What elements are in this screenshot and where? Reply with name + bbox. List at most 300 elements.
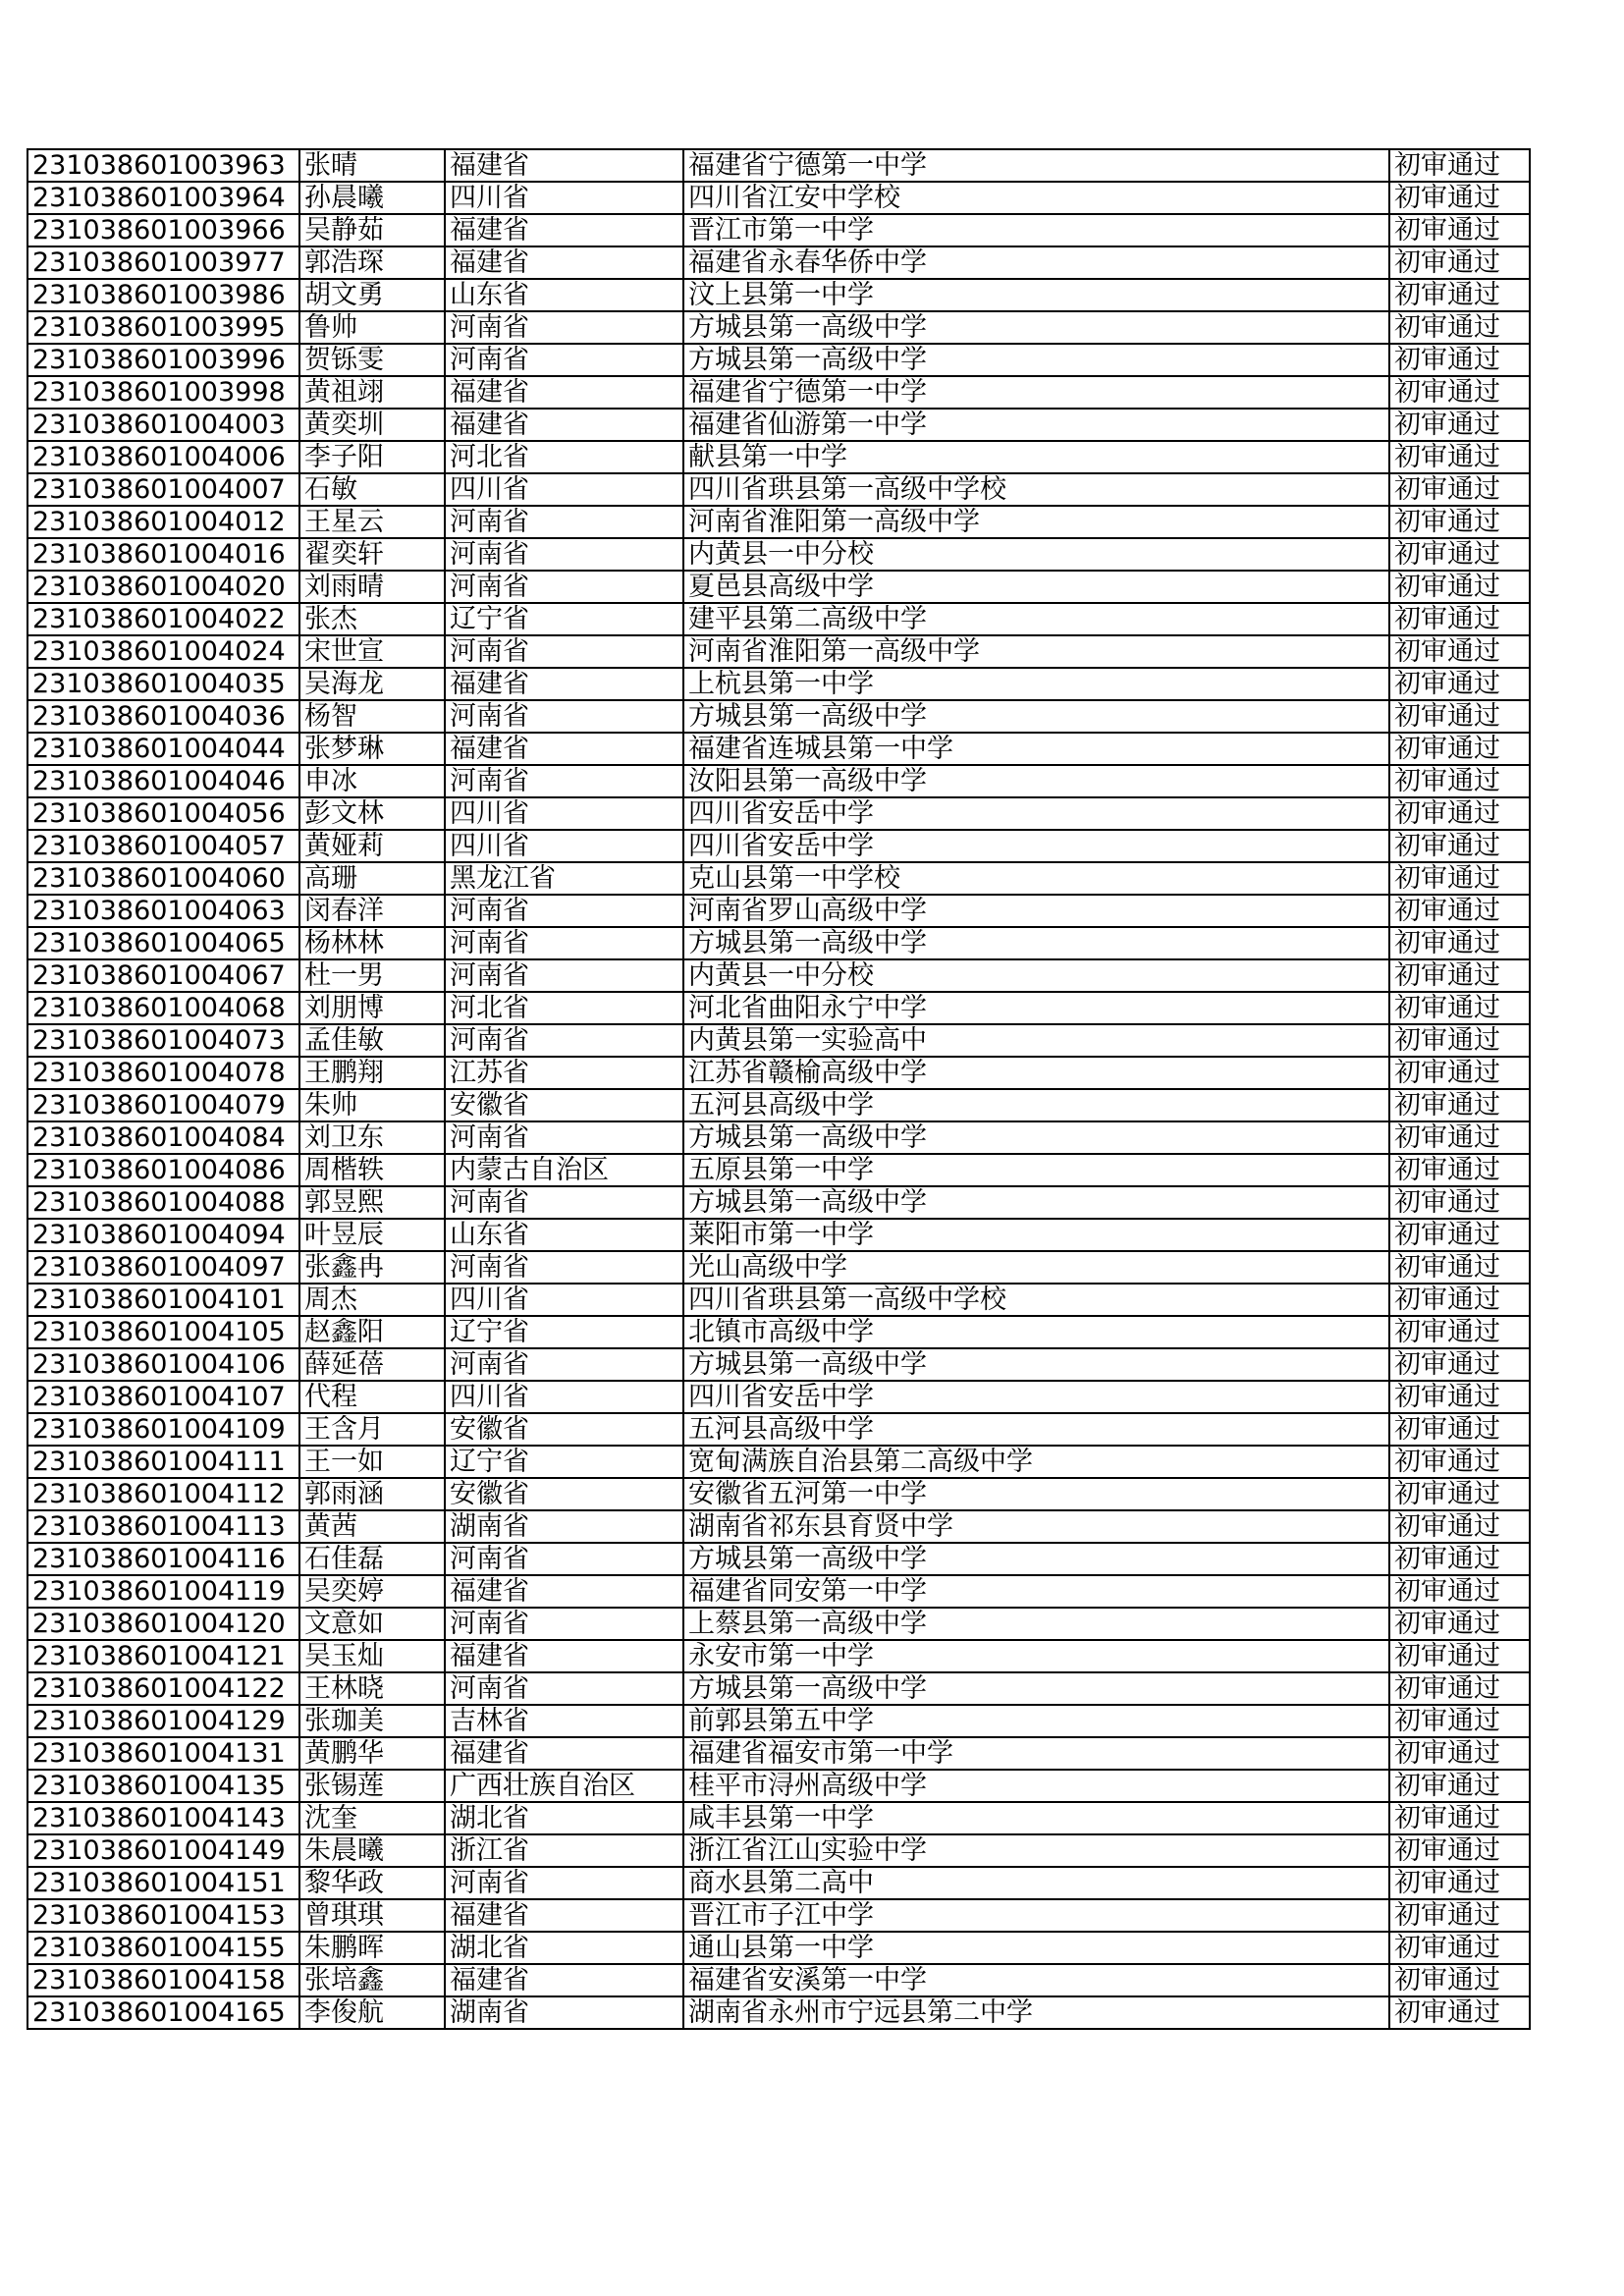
name-cell: 胡文勇 xyxy=(299,279,445,311)
table-row xyxy=(27,311,1530,344)
school-cell: 内黄县一中分校 xyxy=(683,959,1389,992)
status-cell: 初审通过 xyxy=(1389,182,1530,214)
school-cell: 四川省珙县第一高级中学校 xyxy=(683,1284,1389,1316)
status-cell: 初审通过 xyxy=(1389,506,1530,538)
registration-id-cell: 231038601004101 xyxy=(27,1284,299,1316)
registration-id-cell: 231038601003995 xyxy=(27,311,299,344)
registration-id-cell: 231038601004109 xyxy=(27,1413,299,1446)
registration-id-cell: 231038601004078 xyxy=(27,1057,299,1089)
table-row xyxy=(27,895,1530,927)
status-cell: 初审通过 xyxy=(1389,1510,1530,1543)
registration-id-cell: 231038601004067 xyxy=(27,959,299,992)
province-cell: 河南省 xyxy=(445,1672,683,1705)
table-row xyxy=(27,1996,1530,2029)
school-cell: 福建省同安第一中学 xyxy=(683,1575,1389,1608)
school-cell: 四川省江安中学校 xyxy=(683,182,1389,214)
name-cell: 黄娅莉 xyxy=(299,830,445,862)
name-cell: 黎华政 xyxy=(299,1867,445,1899)
school-cell: 夏邑县高级中学 xyxy=(683,571,1389,603)
registration-id-cell: 231038601004020 xyxy=(27,571,299,603)
status-cell: 初审通过 xyxy=(1389,797,1530,830)
name-cell: 张杰 xyxy=(299,603,445,635)
registration-id-cell: 231038601004119 xyxy=(27,1575,299,1608)
school-cell: 方城县第一高级中学 xyxy=(683,1121,1389,1154)
status-cell: 初审通过 xyxy=(1389,1608,1530,1640)
school-cell: 光山高级中学 xyxy=(683,1251,1389,1284)
school-cell: 江苏省赣榆高级中学 xyxy=(683,1057,1389,1089)
status-cell: 初审通过 xyxy=(1389,668,1530,700)
province-cell: 河南省 xyxy=(445,765,683,797)
school-cell: 方城县第一高级中学 xyxy=(683,1543,1389,1575)
table-row xyxy=(27,1640,1530,1672)
school-cell: 五河县高级中学 xyxy=(683,1089,1389,1121)
registration-id-cell: 231038601004022 xyxy=(27,603,299,635)
province-cell: 福建省 xyxy=(445,1737,683,1770)
name-cell: 吴玉灿 xyxy=(299,1640,445,1672)
status-cell: 初审通过 xyxy=(1389,1802,1530,1834)
name-cell: 薛延蓓 xyxy=(299,1348,445,1381)
status-cell: 初审通过 xyxy=(1389,959,1530,992)
status-cell: 初审通过 xyxy=(1389,635,1530,668)
province-cell: 河北省 xyxy=(445,441,683,473)
status-cell: 初审通过 xyxy=(1389,895,1530,927)
status-cell: 初审通过 xyxy=(1389,1575,1530,1608)
registration-id-cell: 231038601004113 xyxy=(27,1510,299,1543)
table-row xyxy=(27,1186,1530,1219)
province-cell: 福建省 xyxy=(445,1899,683,1932)
school-cell: 四川省珙县第一高级中学校 xyxy=(683,473,1389,506)
registration-id-cell: 231038601004006 xyxy=(27,441,299,473)
table-row xyxy=(27,571,1530,603)
table-row xyxy=(27,830,1530,862)
province-cell: 福建省 xyxy=(445,149,683,182)
name-cell: 黄祖翊 xyxy=(299,376,445,409)
school-cell: 方城县第一高级中学 xyxy=(683,1672,1389,1705)
school-cell: 河南省淮阳第一高级中学 xyxy=(683,506,1389,538)
province-cell: 安徽省 xyxy=(445,1478,683,1510)
table-row xyxy=(27,1737,1530,1770)
status-cell: 初审通过 xyxy=(1389,1186,1530,1219)
school-cell: 莱阳市第一中学 xyxy=(683,1219,1389,1251)
name-cell: 张培鑫 xyxy=(299,1964,445,1996)
table-row xyxy=(27,246,1530,279)
name-cell: 黄奕圳 xyxy=(299,409,445,441)
table-row xyxy=(27,1121,1530,1154)
table-row xyxy=(27,1348,1530,1381)
name-cell: 张晴 xyxy=(299,149,445,182)
status-cell: 初审通过 xyxy=(1389,1024,1530,1057)
name-cell: 朱鹏晖 xyxy=(299,1932,445,1964)
school-cell: 四川省安岳中学 xyxy=(683,830,1389,862)
table-row xyxy=(27,1057,1530,1089)
registration-id-cell: 231038601004094 xyxy=(27,1219,299,1251)
name-cell: 黄鹏华 xyxy=(299,1737,445,1770)
status-cell: 初审通过 xyxy=(1389,1154,1530,1186)
school-cell: 内黄县第一实验高中 xyxy=(683,1024,1389,1057)
table-row xyxy=(27,1672,1530,1705)
province-cell: 河南省 xyxy=(445,700,683,733)
school-cell: 五河县高级中学 xyxy=(683,1413,1389,1446)
name-cell: 王一如 xyxy=(299,1446,445,1478)
name-cell: 赵鑫阳 xyxy=(299,1316,445,1348)
school-cell: 咸丰县第一中学 xyxy=(683,1802,1389,1834)
school-cell: 河北省曲阳永宁中学 xyxy=(683,992,1389,1024)
province-cell: 福建省 xyxy=(445,1640,683,1672)
province-cell: 河南省 xyxy=(445,635,683,668)
table-row xyxy=(27,862,1530,895)
province-cell: 福建省 xyxy=(445,733,683,765)
province-cell: 黑龙江省 xyxy=(445,862,683,895)
province-cell: 福建省 xyxy=(445,376,683,409)
name-cell: 鲁帅 xyxy=(299,311,445,344)
province-cell: 湖北省 xyxy=(445,1802,683,1834)
candidate-table-body xyxy=(27,149,1530,2029)
table-row xyxy=(27,1543,1530,1575)
registration-id-cell: 231038601003986 xyxy=(27,279,299,311)
table-row xyxy=(27,1932,1530,1964)
table-row xyxy=(27,1575,1530,1608)
school-cell: 四川省安岳中学 xyxy=(683,1381,1389,1413)
name-cell: 周楷轶 xyxy=(299,1154,445,1186)
school-cell: 福建省福安市第一中学 xyxy=(683,1737,1389,1770)
school-cell: 克山县第一中学校 xyxy=(683,862,1389,895)
province-cell: 辽宁省 xyxy=(445,603,683,635)
province-cell: 广西壮族自治区 xyxy=(445,1770,683,1802)
table-row xyxy=(27,182,1530,214)
school-cell: 五原县第一中学 xyxy=(683,1154,1389,1186)
status-cell: 初审通过 xyxy=(1389,1381,1530,1413)
name-cell: 朱晨曦 xyxy=(299,1834,445,1867)
name-cell: 叶昱辰 xyxy=(299,1219,445,1251)
province-cell: 辽宁省 xyxy=(445,1316,683,1348)
status-cell: 初审通过 xyxy=(1389,1413,1530,1446)
province-cell: 河南省 xyxy=(445,959,683,992)
school-cell: 浙江省江山实验中学 xyxy=(683,1834,1389,1867)
registration-id-cell: 231038601004056 xyxy=(27,797,299,830)
name-cell: 张锡莲 xyxy=(299,1770,445,1802)
status-cell: 初审通过 xyxy=(1389,1640,1530,1672)
school-cell: 内黄县一中分校 xyxy=(683,538,1389,571)
province-cell: 河南省 xyxy=(445,311,683,344)
registration-id-cell: 231038601004060 xyxy=(27,862,299,895)
status-cell: 初审通过 xyxy=(1389,1932,1530,1964)
province-cell: 河南省 xyxy=(445,1867,683,1899)
status-cell: 初审通过 xyxy=(1389,1251,1530,1284)
table-row xyxy=(27,635,1530,668)
name-cell: 吴海龙 xyxy=(299,668,445,700)
province-cell: 湖南省 xyxy=(445,1510,683,1543)
province-cell: 四川省 xyxy=(445,797,683,830)
registration-id-cell: 231038601003963 xyxy=(27,149,299,182)
registration-id-cell: 231038601004079 xyxy=(27,1089,299,1121)
registration-id-cell: 231038601004016 xyxy=(27,538,299,571)
registration-id-cell: 231038601004088 xyxy=(27,1186,299,1219)
school-cell: 方城县第一高级中学 xyxy=(683,1186,1389,1219)
name-cell: 刘朋博 xyxy=(299,992,445,1024)
registration-id-cell: 231038601004046 xyxy=(27,765,299,797)
table-row xyxy=(27,1381,1530,1413)
registration-id-cell: 231038601004105 xyxy=(27,1316,299,1348)
status-cell: 初审通过 xyxy=(1389,1770,1530,1802)
candidate-table xyxy=(27,148,1531,2030)
province-cell: 河南省 xyxy=(445,1348,683,1381)
school-cell: 福建省宁德第一中学 xyxy=(683,376,1389,409)
status-cell: 初审通过 xyxy=(1389,441,1530,473)
school-cell: 四川省安岳中学 xyxy=(683,797,1389,830)
status-cell: 初审通过 xyxy=(1389,409,1530,441)
province-cell: 江苏省 xyxy=(445,1057,683,1089)
registration-id-cell: 231038601004165 xyxy=(27,1996,299,2029)
province-cell: 安徽省 xyxy=(445,1413,683,1446)
province-cell: 福建省 xyxy=(445,668,683,700)
status-cell: 初审通过 xyxy=(1389,246,1530,279)
registration-id-cell: 231038601004112 xyxy=(27,1478,299,1510)
table-row xyxy=(27,149,1530,182)
registration-id-cell: 231038601004155 xyxy=(27,1932,299,1964)
status-cell: 初审通过 xyxy=(1389,214,1530,246)
school-cell: 福建省仙游第一中学 xyxy=(683,409,1389,441)
table-row xyxy=(27,1154,1530,1186)
province-cell: 河南省 xyxy=(445,506,683,538)
table-row xyxy=(27,1446,1530,1478)
province-cell: 山东省 xyxy=(445,279,683,311)
name-cell: 李子阳 xyxy=(299,441,445,473)
province-cell: 河南省 xyxy=(445,571,683,603)
table-row xyxy=(27,700,1530,733)
registration-id-cell: 231038601004086 xyxy=(27,1154,299,1186)
province-cell: 河南省 xyxy=(445,1186,683,1219)
status-cell: 初审通过 xyxy=(1389,1446,1530,1478)
status-cell: 初审通过 xyxy=(1389,473,1530,506)
table-row xyxy=(27,1899,1530,1932)
province-cell: 福建省 xyxy=(445,409,683,441)
table-row xyxy=(27,1219,1530,1251)
status-cell: 初审通过 xyxy=(1389,1348,1530,1381)
name-cell: 代程 xyxy=(299,1381,445,1413)
school-cell: 方城县第一高级中学 xyxy=(683,927,1389,959)
province-cell: 河南省 xyxy=(445,927,683,959)
status-cell: 初审通过 xyxy=(1389,1737,1530,1770)
name-cell: 孙晨曦 xyxy=(299,182,445,214)
status-cell: 初审通过 xyxy=(1389,149,1530,182)
status-cell: 初审通过 xyxy=(1389,1543,1530,1575)
registration-id-cell: 231038601004024 xyxy=(27,635,299,668)
school-cell: 方城县第一高级中学 xyxy=(683,311,1389,344)
name-cell: 王含月 xyxy=(299,1413,445,1446)
registration-id-cell: 231038601004035 xyxy=(27,668,299,700)
name-cell: 石佳磊 xyxy=(299,1543,445,1575)
name-cell: 沈奎 xyxy=(299,1802,445,1834)
registration-id-cell: 231038601004143 xyxy=(27,1802,299,1834)
name-cell: 闵春洋 xyxy=(299,895,445,927)
registration-id-cell: 231038601004044 xyxy=(27,733,299,765)
school-cell: 方城县第一高级中学 xyxy=(683,1348,1389,1381)
registration-id-cell: 231038601004122 xyxy=(27,1672,299,1705)
registration-id-cell: 231038601003996 xyxy=(27,344,299,376)
table-row xyxy=(27,409,1530,441)
province-cell: 河南省 xyxy=(445,344,683,376)
status-cell: 初审通过 xyxy=(1389,1057,1530,1089)
name-cell: 郭浩琛 xyxy=(299,246,445,279)
name-cell: 王林晓 xyxy=(299,1672,445,1705)
name-cell: 高珊 xyxy=(299,862,445,895)
registration-id-cell: 231038601004116 xyxy=(27,1543,299,1575)
name-cell: 朱帅 xyxy=(299,1089,445,1121)
registration-id-cell: 231038601004007 xyxy=(27,473,299,506)
table-row xyxy=(27,473,1530,506)
school-cell: 湖南省永州市宁远县第二中学 xyxy=(683,1996,1389,2029)
province-cell: 福建省 xyxy=(445,1964,683,1996)
status-cell: 初审通过 xyxy=(1389,344,1530,376)
registration-id-cell: 231038601004097 xyxy=(27,1251,299,1284)
name-cell: 翟奕轩 xyxy=(299,538,445,571)
school-cell: 福建省宁德第一中学 xyxy=(683,149,1389,182)
status-cell: 初审通过 xyxy=(1389,765,1530,797)
school-cell: 河南省罗山高级中学 xyxy=(683,895,1389,927)
table-row xyxy=(27,603,1530,635)
status-cell: 初审通过 xyxy=(1389,1219,1530,1251)
status-cell: 初审通过 xyxy=(1389,733,1530,765)
registration-id-cell: 231038601004036 xyxy=(27,700,299,733)
school-cell: 方城县第一高级中学 xyxy=(683,700,1389,733)
registration-id-cell: 231038601003964 xyxy=(27,182,299,214)
school-cell: 晋江市子江中学 xyxy=(683,1899,1389,1932)
school-cell: 汶上县第一中学 xyxy=(683,279,1389,311)
status-cell: 初审通过 xyxy=(1389,279,1530,311)
registration-id-cell: 231038601004012 xyxy=(27,506,299,538)
registration-id-cell: 231038601004129 xyxy=(27,1705,299,1737)
registration-id-cell: 231038601004121 xyxy=(27,1640,299,1672)
name-cell: 文意如 xyxy=(299,1608,445,1640)
name-cell: 郭昱熙 xyxy=(299,1186,445,1219)
status-cell: 初审通过 xyxy=(1389,1996,1530,2029)
table-row xyxy=(27,1478,1530,1510)
province-cell: 河北省 xyxy=(445,992,683,1024)
table-row xyxy=(27,1510,1530,1543)
table-row xyxy=(27,1316,1530,1348)
name-cell: 吴静茹 xyxy=(299,214,445,246)
school-cell: 前郭县第五中学 xyxy=(683,1705,1389,1737)
status-cell: 初审通过 xyxy=(1389,1478,1530,1510)
name-cell: 王鹏翔 xyxy=(299,1057,445,1089)
table-row xyxy=(27,538,1530,571)
province-cell: 四川省 xyxy=(445,473,683,506)
registration-id-cell: 231038601004131 xyxy=(27,1737,299,1770)
school-cell: 福建省永春华侨中学 xyxy=(683,246,1389,279)
name-cell: 孟佳敏 xyxy=(299,1024,445,1057)
school-cell: 献县第一中学 xyxy=(683,441,1389,473)
name-cell: 杨林林 xyxy=(299,927,445,959)
status-cell: 初审通过 xyxy=(1389,992,1530,1024)
registration-id-cell: 231038601004057 xyxy=(27,830,299,862)
table-row xyxy=(27,959,1530,992)
province-cell: 河南省 xyxy=(445,1543,683,1575)
registration-id-cell: 231038601004135 xyxy=(27,1770,299,1802)
status-cell: 初审通过 xyxy=(1389,1705,1530,1737)
status-cell: 初审通过 xyxy=(1389,1121,1530,1154)
status-cell: 初审通过 xyxy=(1389,311,1530,344)
status-cell: 初审通过 xyxy=(1389,830,1530,862)
school-cell: 方城县第一高级中学 xyxy=(683,344,1389,376)
table-row xyxy=(27,733,1530,765)
name-cell: 王星云 xyxy=(299,506,445,538)
registration-id-cell: 231038601004158 xyxy=(27,1964,299,1996)
table-row xyxy=(27,1284,1530,1316)
province-cell: 河南省 xyxy=(445,1121,683,1154)
name-cell: 周杰 xyxy=(299,1284,445,1316)
registration-id-cell: 231038601004153 xyxy=(27,1899,299,1932)
registration-id-cell: 231038601003998 xyxy=(27,376,299,409)
name-cell: 刘雨晴 xyxy=(299,571,445,603)
table-row xyxy=(27,279,1530,311)
province-cell: 内蒙古自治区 xyxy=(445,1154,683,1186)
school-cell: 通山县第一中学 xyxy=(683,1932,1389,1964)
registration-id-cell: 231038601004084 xyxy=(27,1121,299,1154)
school-cell: 河南省淮阳第一高级中学 xyxy=(683,635,1389,668)
province-cell: 四川省 xyxy=(445,1284,683,1316)
registration-id-cell: 231038601004151 xyxy=(27,1867,299,1899)
registration-id-cell: 231038601004111 xyxy=(27,1446,299,1478)
school-cell: 商水县第二高中 xyxy=(683,1867,1389,1899)
table-row xyxy=(27,506,1530,538)
table-row xyxy=(27,1867,1530,1899)
name-cell: 刘卫东 xyxy=(299,1121,445,1154)
status-cell: 初审通过 xyxy=(1389,1899,1530,1932)
registration-id-cell: 231038601003977 xyxy=(27,246,299,279)
registration-id-cell: 231038601004063 xyxy=(27,895,299,927)
name-cell: 张珈美 xyxy=(299,1705,445,1737)
status-cell: 初审通过 xyxy=(1389,603,1530,635)
table-row xyxy=(27,1964,1530,1996)
name-cell: 曾琪琪 xyxy=(299,1899,445,1932)
table-row xyxy=(27,1608,1530,1640)
status-cell: 初审通过 xyxy=(1389,700,1530,733)
registration-id-cell: 231038601004068 xyxy=(27,992,299,1024)
status-cell: 初审通过 xyxy=(1389,1316,1530,1348)
status-cell: 初审通过 xyxy=(1389,1964,1530,1996)
school-cell: 福建省连城县第一中学 xyxy=(683,733,1389,765)
province-cell: 河南省 xyxy=(445,1251,683,1284)
status-cell: 初审通过 xyxy=(1389,376,1530,409)
registration-id-cell: 231038601004107 xyxy=(27,1381,299,1413)
name-cell: 杨智 xyxy=(299,700,445,733)
school-cell: 汝阳县第一高级中学 xyxy=(683,765,1389,797)
name-cell: 李俊航 xyxy=(299,1996,445,2029)
school-cell: 湖南省祁东县育贤中学 xyxy=(683,1510,1389,1543)
status-cell: 初审通过 xyxy=(1389,1672,1530,1705)
table-row xyxy=(27,441,1530,473)
registration-id-cell: 231038601003966 xyxy=(27,214,299,246)
table-row xyxy=(27,1834,1530,1867)
table-row xyxy=(27,344,1530,376)
registration-id-cell: 231038601004120 xyxy=(27,1608,299,1640)
table-row xyxy=(27,1413,1530,1446)
province-cell: 福建省 xyxy=(445,214,683,246)
status-cell: 初审通过 xyxy=(1389,927,1530,959)
table-row xyxy=(27,797,1530,830)
name-cell: 石敏 xyxy=(299,473,445,506)
name-cell: 郭雨涵 xyxy=(299,1478,445,1510)
table-row xyxy=(27,214,1530,246)
name-cell: 贺铄雯 xyxy=(299,344,445,376)
table-row xyxy=(27,1024,1530,1057)
name-cell: 张梦琳 xyxy=(299,733,445,765)
name-cell: 宋世宣 xyxy=(299,635,445,668)
status-cell: 初审通过 xyxy=(1389,1867,1530,1899)
table-row xyxy=(27,992,1530,1024)
school-cell: 安徽省五河第一中学 xyxy=(683,1478,1389,1510)
table-row xyxy=(27,1251,1530,1284)
